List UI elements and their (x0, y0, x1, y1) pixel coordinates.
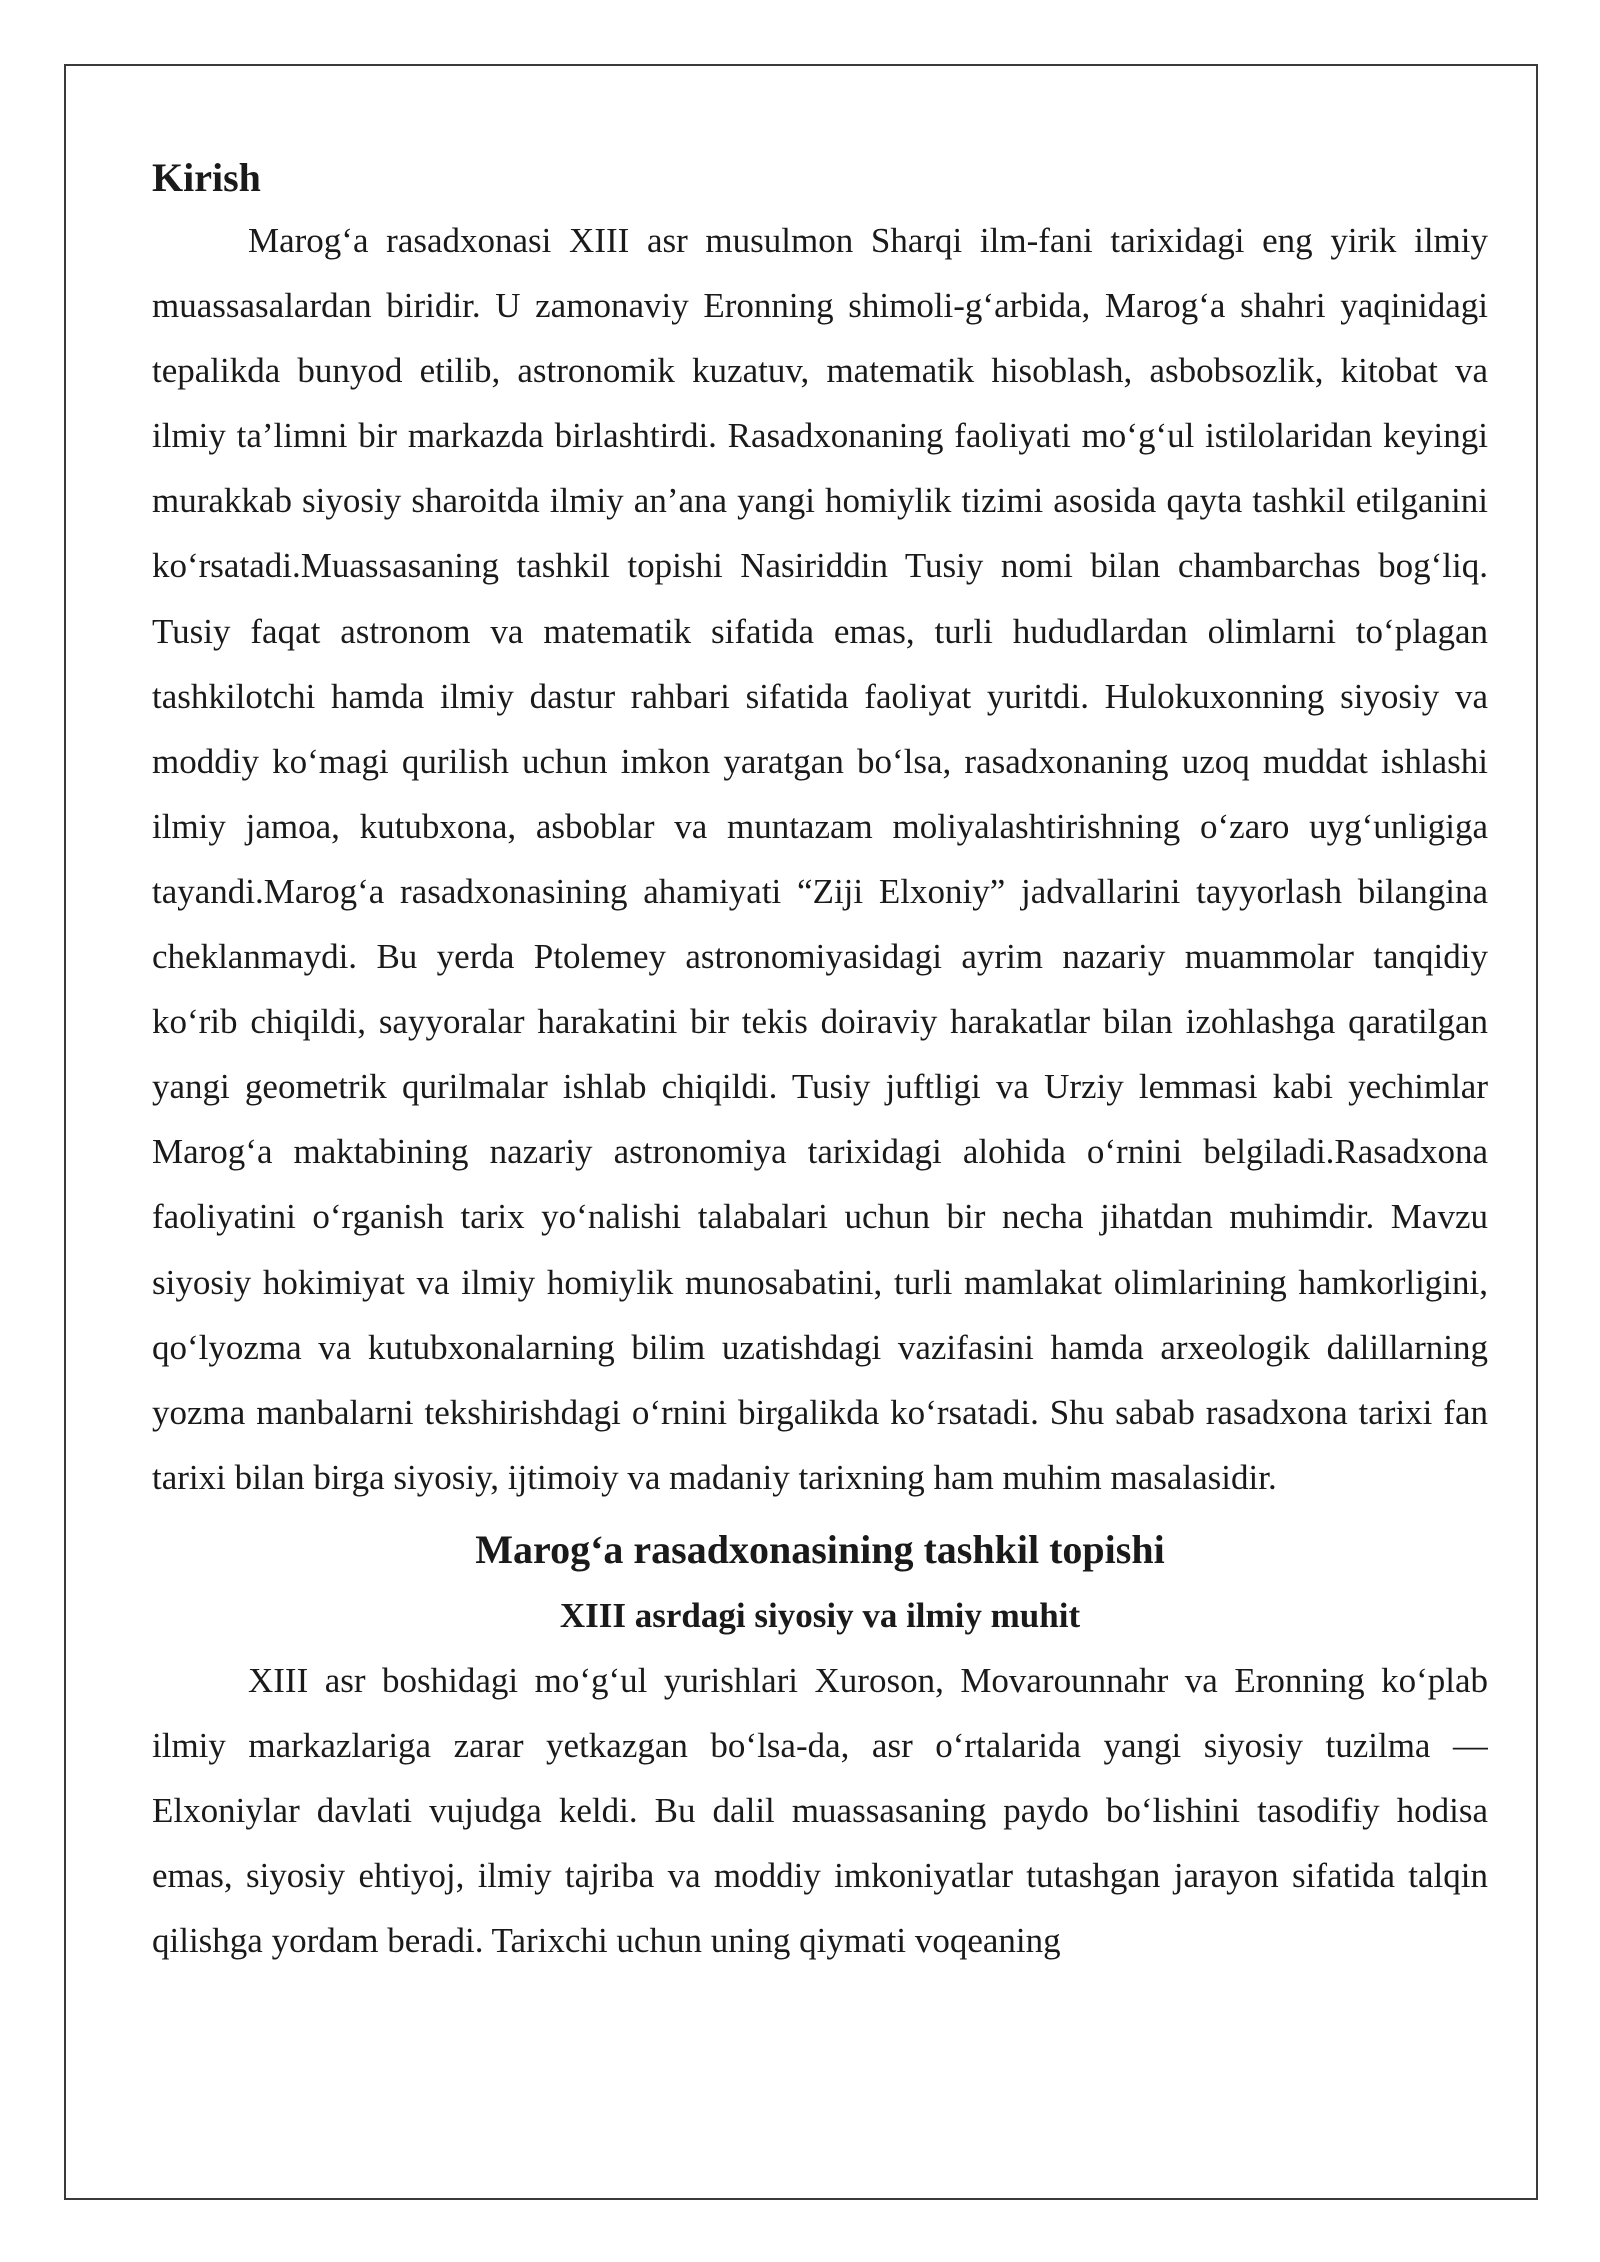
document-body (152, 150, 1488, 1973)
intro-heading: Kirish (152, 155, 261, 200)
intro-paragraph: Marog‘a rasadxonasi XIII asr musulmon Sharqi ilm-fani tarixidagi eng yirik ilmiy muassasalardan biridir. U zamonaviy Eronning shimoli-g‘arbida, Marog‘a shahri yaqinidagi tepalikda bunyod etilib, astronomik kuzatuv, matematik hisoblash, asbobsozlik, kitobat va ilmiy ta’limni bir markazda birlashtirdi. Rasadxonaning faoliyati mo‘g‘ul istilolaridan keyingi murakkab siyosiy sharoitda ilmiy an’ana yangi homiylik tizimi asosida qayta tashkil etilganini ko‘rsatadi.Muassasaning tashkil topishi Nasiriddin Tusiy nomi bilan chambarchas bog‘liq. Tusiy faqat astronom va matematik sifatida emas, turli hududlardan olimlarni to‘plagan tashkilotchi hamda ilmiy dastur rahbari sifatida faoliyat yuritdi. Hulokuxonning siyosiy va moddiy ko‘magi qurilish uchun imkon yaratgan bo‘lsa, rasadxonaning uzoq muddat ishlashi ilmiy jamoa, kutubxona, asboblar va muntazam moliyalashtirishning o‘zaro uyg‘unligiga tayandi.Marog‘a rasadxonasining ahamiyati “Ziji Elxoniy” jadvallarini tayyorlash bilangina cheklanmaydi. Bu yerda Ptolemey astronomiyasidagi ayrim nazariy muammolar tanqidiy ko‘rib chiqildi, sayyoralar harakatini bir tekis doiraviy harakatlar bilan izohlashga qaratilgan yangi geometrik qurilmalar ishlab chiqildi. Tusiy juftligi va Urziy lemmasi kabi yechimlar Marog‘a maktabining nazariy astronomiya tarixidagi alohida o‘rnini belgiladi.Rasadxona faoliyatini o‘rganish tarix yo‘nalishi talabalari uchun bir necha jihatdan muhimdir. Mavzu siyosiy hokimiyat va ilmiy homiylik munosabatini, turli mamlakat olimlarining hamkorligini, qo‘lyozma va kutubxonalarning bilim uzatishdagi vazifasini hamda arxeologik dalillarning yozma manbalarni tekshirishdagi o‘rnini birgalikda ko‘rsatadi. Shu sabab rasadxona tarixi fan tarixi bilan birga siyosiy, ijtimoiy va madaniy tarixning ham muhim masalasidir. (152, 221, 1488, 1497)
sub-heading: XIII asrdagi siyosiy va ilmiy muhit (559, 1595, 1081, 1635)
chapter-heading: Marog‘a rasadxonasining tashkil topishi (475, 1526, 1165, 1572)
chapter-paragraph: XIII asr boshidagi mo‘g‘ul yurishlari Xuroson, Movarounnahr va Eronning ko‘plab ilmiy markazlariga zarar yetkazgan bo‘lsa-da, asr o‘rtalarida yangi siyosiy tuzilma — Elxoniylar davlati vujudga keldi. Bu dalil muassasaning paydo bo‘lishini tasodifiy hodisa emas, siyosiy ehtiyoj, ilmiy tajriba va moddiy imkoniyatlar tutashgan jarayon sifatida talqin qilishga yordam beradi. Tarixchi uchun uning qiymati voqeaning (152, 1660, 1488, 1961)
